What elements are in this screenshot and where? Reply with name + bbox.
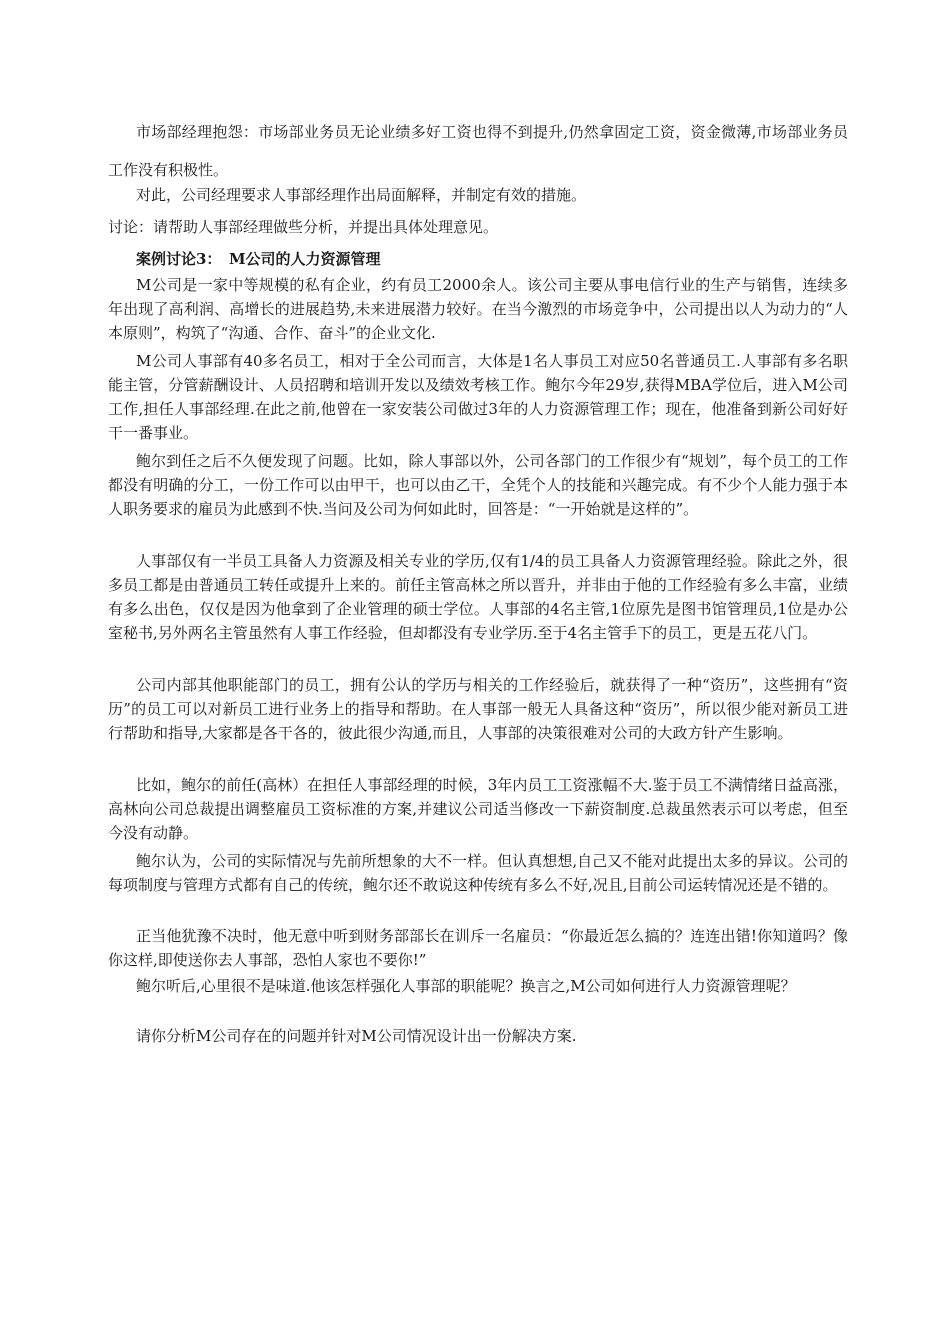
case-paragraph-3: 鲍尔到任之后不久便发现了问题。比如，除人事部以外，公司各部门的工作很少有“规划”，每个员工的工作都没有明确的分工，一份工作可以由甲干，也可以由乙干，全凭个人的技能和兴趣完成。有不少个人能力强于本人职务要求的雇员为此感到不快.当问及公司为何如此时，回答是：“一开始就是这样的”。 <box>108 452 848 518</box>
intro-paragraph-1: 市场部经理抱怨：市场部业务员无论业绩多好工资也得不到提升,仍然拿固定工资，资金微薄,市场部业务员工作没有积极性。 <box>108 123 848 179</box>
case-paragraph-7: 鲍尔认为，公司的实际情况与先前所想象的大不一样。但认真想想,自己又不能对此提出太多的异议。公司的每项制度与管理方式都有自己的传统，鲍尔还不敢说这种传统有多么不好,况且,目前公司运转情况还是不错的。 <box>108 852 848 894</box>
case-paragraph-6: 比如，鲍尔的前任(高林）在担任人事部经理的时候，3年内员工工资涨幅不大.鉴于员工不满情绪日益高涨，高林向公司总裁提出调整雇员工资标准的方案,并建议公司适当修改一下薪资制度.总裁虽然表示可以考虑，但至今没有动静。 <box>108 776 848 842</box>
case-paragraph-2: M公司人事部有40多名员工，相对于全公司而言，大体是1名人事员工对应50名普通员工.人事部有多名职能主管，分管薪酬设计、人员招聘和培训开发以及绩效考核工作。鲍尔今年29岁,获得MBA学位后，进入M公司工作,担任人事部经理.在此之前,他曾在一家安装公司做过3年的人力资源管理工作；现在，他准备到新公司好好干一番事业。 <box>108 352 848 442</box>
discussion-prompt: 讨论：请帮助人事部经理做些分析，并提出具体处理意见。 <box>108 218 499 236</box>
case-paragraph-9: 鲍尔听后,心里很不是味道.他该怎样强化人事部的职能呢？换言之,M公司如何进行人力资源管理呢？ <box>136 977 796 995</box>
case-paragraph-5: 公司内部其他职能部门的员工，拥有公认的学历与相关的工作经验后，就获得了一种“资历”，这些拥有“资历”的员工可以对新员工进行业务上的指导和帮助。在人事部一般无人具备这种“资历”，所以很少能对新员工进行帮助和指导,大家都是各干各的，彼此很少沟通,而且，人事部的决策很难对公司的大政方针产生影响。 <box>108 676 848 742</box>
case-paragraph-10: 请你分析M公司存在的问题并针对M公司情况设计出一份解决方案. <box>136 1027 577 1045</box>
case-paragraph-4: 人事部仅有一半员工具备人力资源及相关专业的学历,仅有1/4的员工具备人力资源管理经验。除此之外，很多员工都是由普通员工转任或提升上来的。前任主管高林之所以晋升，并非由于他的工作经验有多么丰富，业绩有多么出色，仅仅是因为他拿到了企业管理的硕士学位。人事部的4名主管,1位原先是图书馆管理员,1位是办公室秘书,另外两名主管虽然有人事工作经验，但却都没有专业学历.至于4名主管手下的员工，更是五花八门。 <box>108 552 848 642</box>
case-title: 案例讨论3： M公司的人力资源管理 <box>136 250 381 268</box>
case-paragraph-8: 正当他犹豫不决时，他无意中听到财务部部长在训斥一名雇员：“你最近怎么搞的？连连出错!你知道吗？像你这样,即使送你去人事部，恐怕人家也不要你!” <box>108 927 848 969</box>
case-paragraph-1: M公司是一家中等规模的私有企业，约有员工2000余人。该公司主要从事电信行业的生产与销售，连续多年出现了高利润、高增长的进展趋势,未来进展潜力较好。在当今激烈的市场竞争中，公司提出以人为动力的“人本原则”，构筑了“沟通、合作、奋斗”的企业文化. <box>108 276 848 342</box>
intro-paragraph-2: 对此，公司经理要求人事部经理作出局面解释，并制定有效的措施。 <box>136 186 587 204</box>
